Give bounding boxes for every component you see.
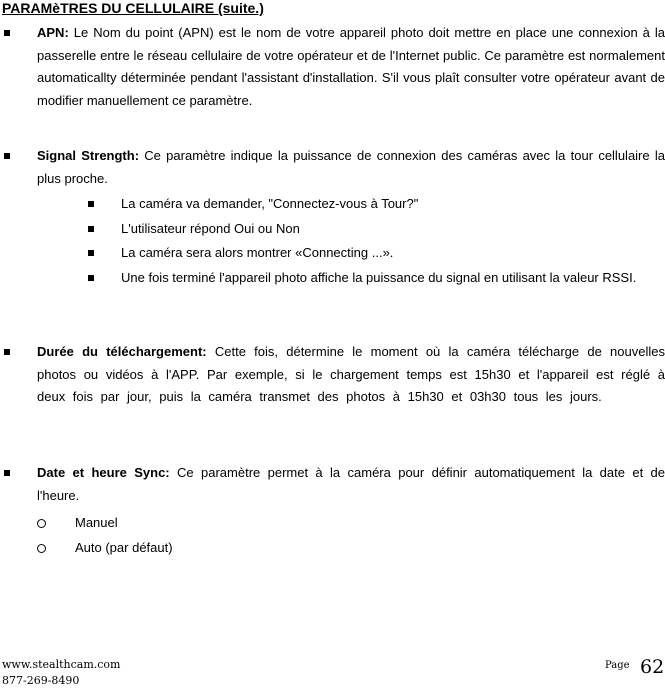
signal-subitem: La caméra va demander, "Connectez-vous à Tour?" xyxy=(121,196,419,211)
duree-label: Durée du téléchargement: xyxy=(37,344,207,359)
footer-website: www.stealthcam.com xyxy=(2,658,121,671)
apn-paragraph xyxy=(37,22,665,112)
page-number: 62 xyxy=(640,656,665,678)
duree-text: Cette fois, détermine le moment où la caméra télécharge de nouvelles photos ou vidéos à l'APP. Par exemple, si le chargement temps est 15h30 et l'appareil est réglé à deux fois par jour, puis la caméra transmet des photos à 15h30 et 03h30 tous les jours. xyxy=(37,344,665,404)
date-text: Ce paramètre permet à la caméra pour définir automatiquement la date et de l'heure. xyxy=(37,465,665,503)
bullet-icon xyxy=(4,30,10,36)
circle-bullet-icon xyxy=(37,544,46,553)
bullet-icon xyxy=(4,153,10,159)
section-title: PARAMèTRES DU CELLULAIRE (suite.) xyxy=(2,0,264,16)
signal-subitem: La caméra sera alors montrer «Connecting ...». xyxy=(121,245,394,260)
date-option: Manuel xyxy=(75,515,118,530)
date-label: Date et heure Sync: xyxy=(37,465,170,480)
page-label: Page xyxy=(605,660,630,671)
signal-text: Ce paramètre indique la puissance de connexion des caméras avec la tour cellulaire la plus proche. xyxy=(37,148,665,186)
sub-bullet-icon xyxy=(88,250,94,256)
sub-bullet-icon xyxy=(88,275,94,281)
apn-text: Le Nom du point (APN) est le nom de votre appareil photo doit mettre en place une connexion à la passerelle entre le réseau cellulaire de votre opérateur et de l'Internet public. Ce paramètre est normalement automaticallty déterminée pendant l'assistant d'installation. S'il vous plaît consulter votre opérateur avant de modifier manuellement ce paramètre. xyxy=(37,25,665,108)
duree-paragraph xyxy=(37,341,665,409)
apn-label: APN: xyxy=(37,25,69,40)
bullet-icon xyxy=(4,470,10,476)
circle-bullet-icon xyxy=(37,519,46,528)
signal-paragraph xyxy=(37,145,665,190)
signal-subitem: Une fois terminé l'appareil photo affiche la puissance du signal en utilisant la valeur RSSI. xyxy=(121,270,637,285)
sub-bullet-icon xyxy=(88,201,94,207)
date-option: Auto (par défaut) xyxy=(75,540,173,555)
signal-label: Signal Strength: xyxy=(37,148,140,163)
date-paragraph xyxy=(37,462,665,507)
signal-subitem: L'utilisateur répond Oui ou Non xyxy=(121,221,300,236)
bullet-icon xyxy=(4,349,10,355)
sub-bullet-icon xyxy=(88,226,94,232)
footer-phone: 877-269-8490 xyxy=(2,674,80,687)
